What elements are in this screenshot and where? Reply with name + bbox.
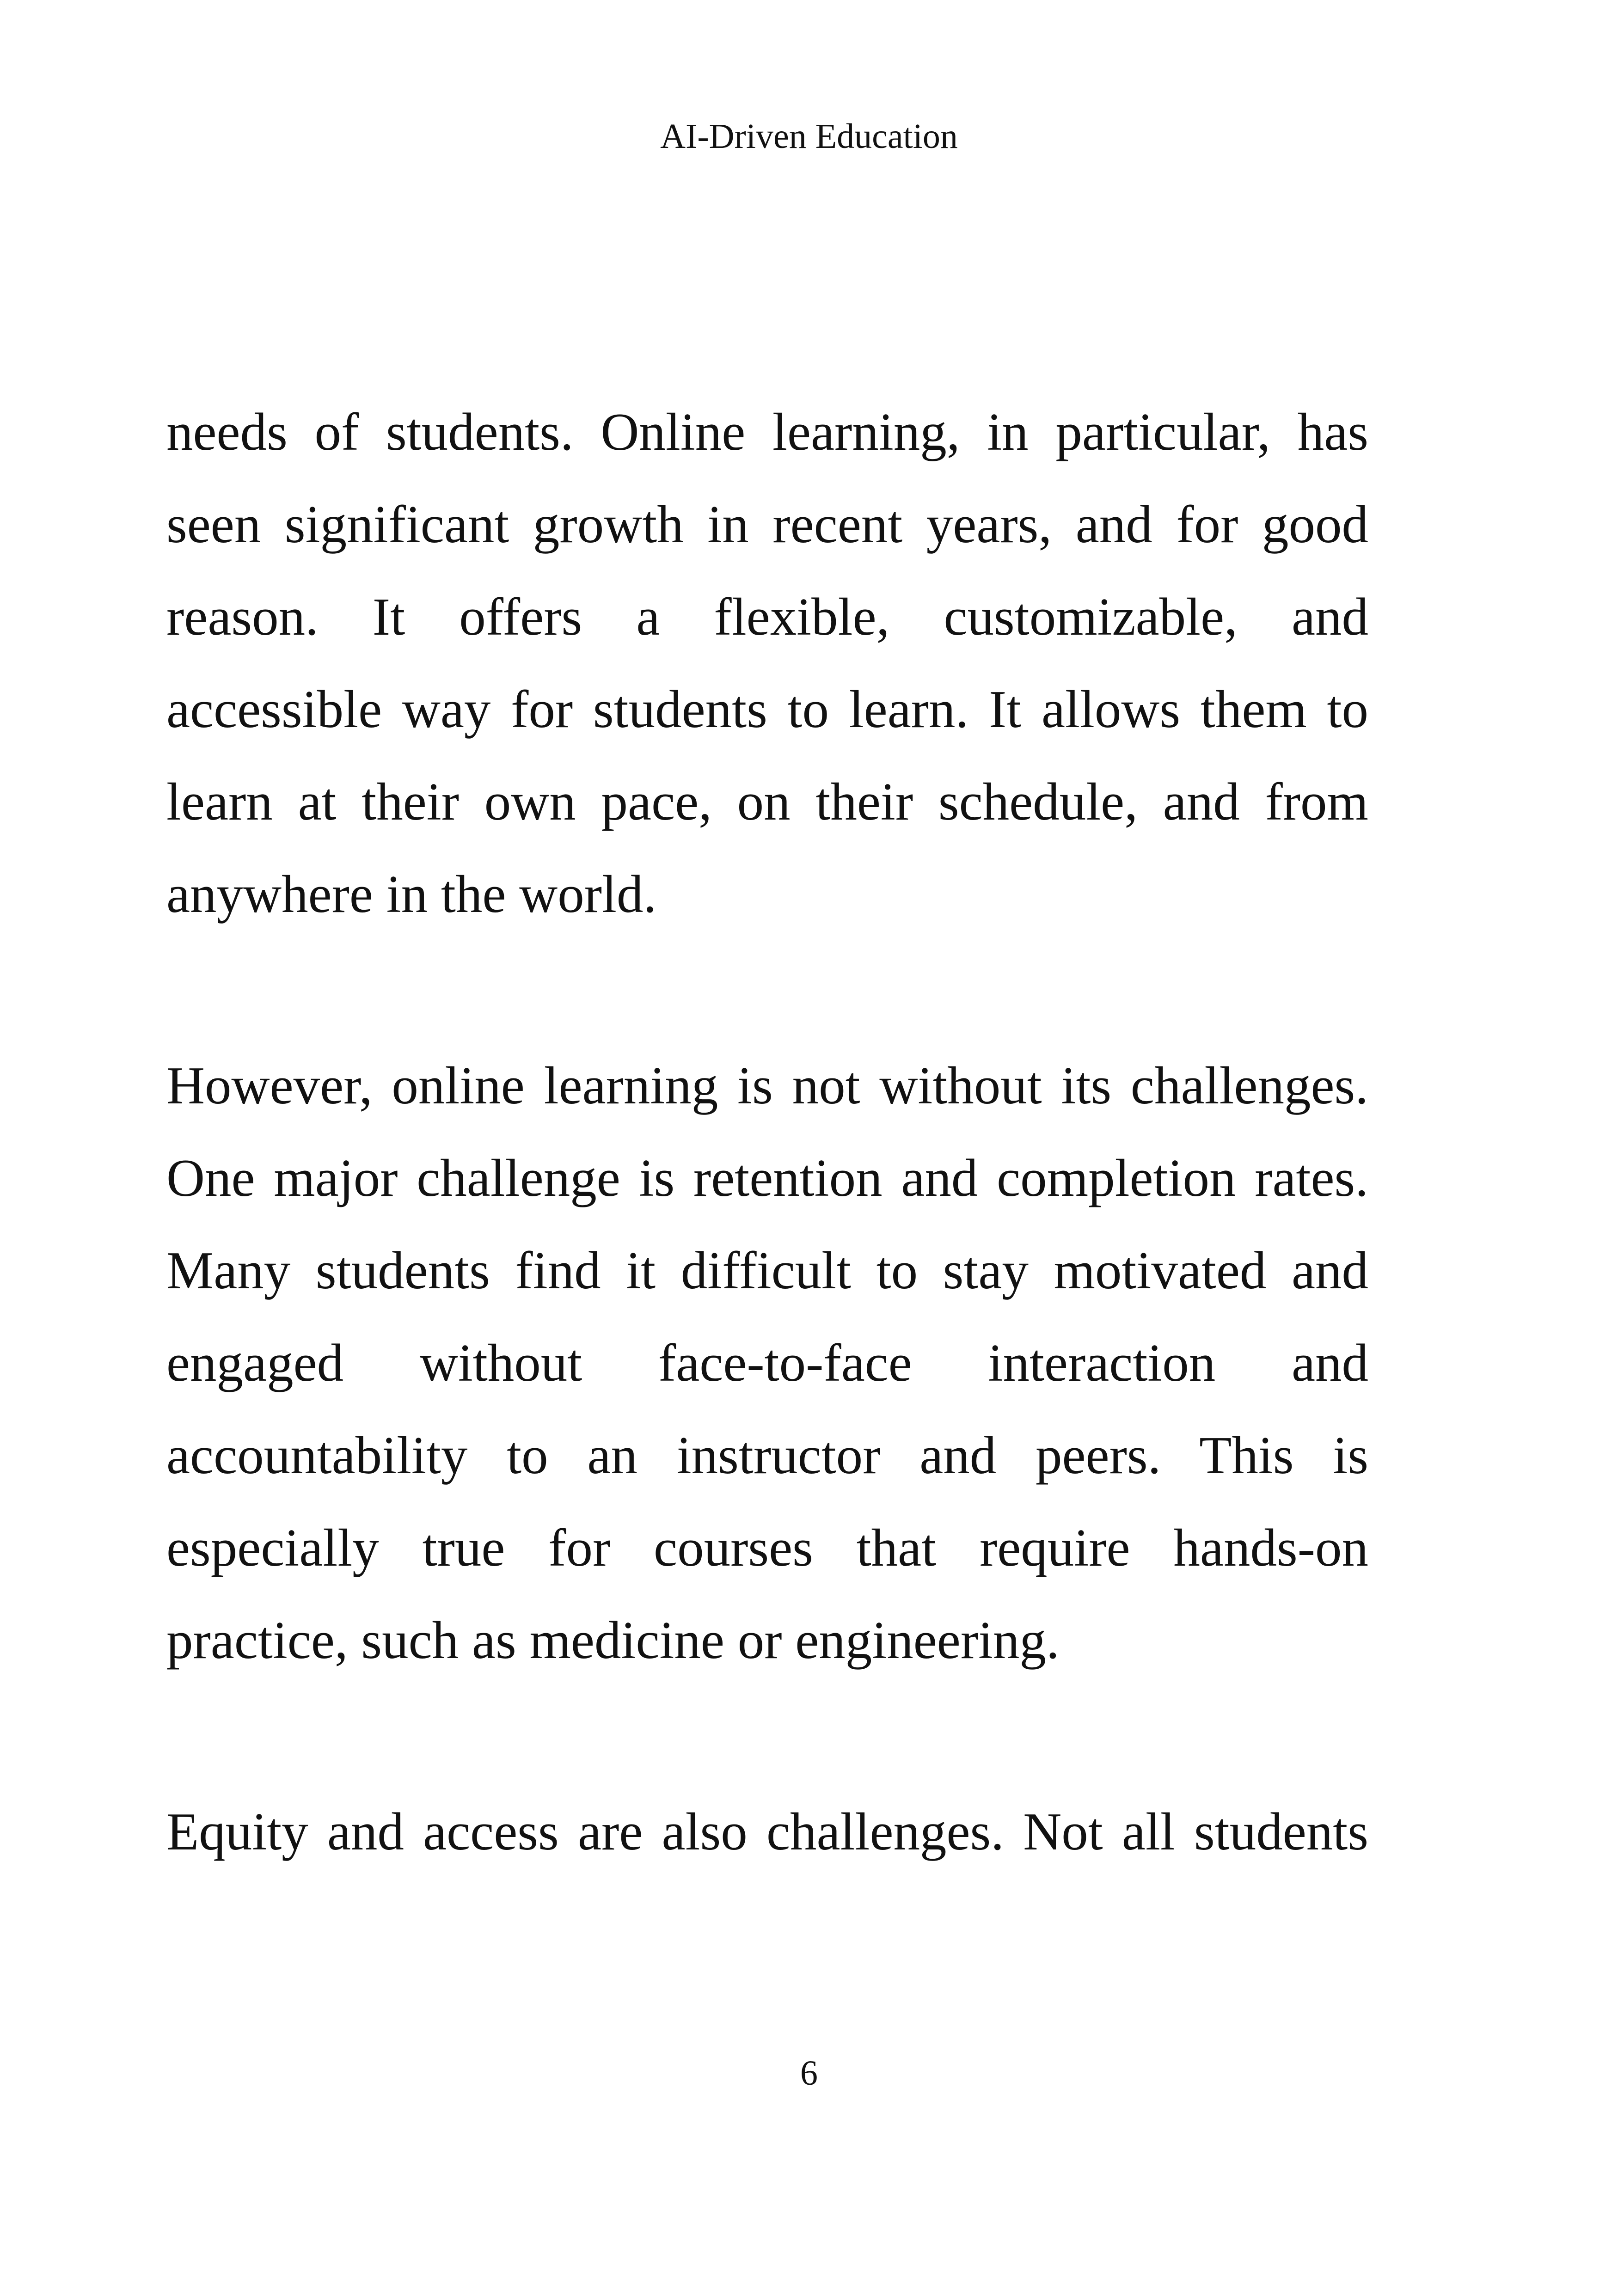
text-line: needs of students. Online learning, in particular, has (166, 403, 1368, 461)
paragraph-equity (166, 1786, 1368, 1878)
text-line: Equity and access are also challenges. Not all students (166, 1802, 1368, 1861)
text-line: accessible way for students to learn. It allows them to (166, 680, 1368, 739)
page-number: 6 (800, 2054, 818, 2093)
text-line: One major challenge is retention and completion rates. (166, 1149, 1368, 1207)
text-line: engaged without face-to-face interaction and (166, 1334, 1368, 1392)
text-line: practice, such as medicine or engineering. (166, 1611, 1060, 1670)
paragraph-online-learning (166, 386, 1368, 941)
running-header: AI-Driven Education (660, 117, 958, 156)
paragraph-challenges (166, 1040, 1368, 1687)
text-line: especially true for courses that require hands-on (166, 1518, 1368, 1577)
paragraph-gap (166, 1687, 1368, 1786)
text-line: accountability to an instructor and peers. This is (166, 1426, 1368, 1485)
body-text (166, 386, 1368, 1878)
text-line: learn at their own pace, on their schedule, and from (166, 772, 1368, 831)
text-line: However, online learning is not without its challenges. (166, 1056, 1368, 1115)
text-line: seen significant growth in recent years, and for good (166, 495, 1368, 554)
text-line: Many students find it difficult to stay motivated and (166, 1241, 1368, 1300)
text-line: anywhere in the world. (166, 865, 657, 924)
paragraph-gap (166, 941, 1368, 1040)
text-line: reason. It offers a flexible, customizable, and (166, 588, 1368, 646)
